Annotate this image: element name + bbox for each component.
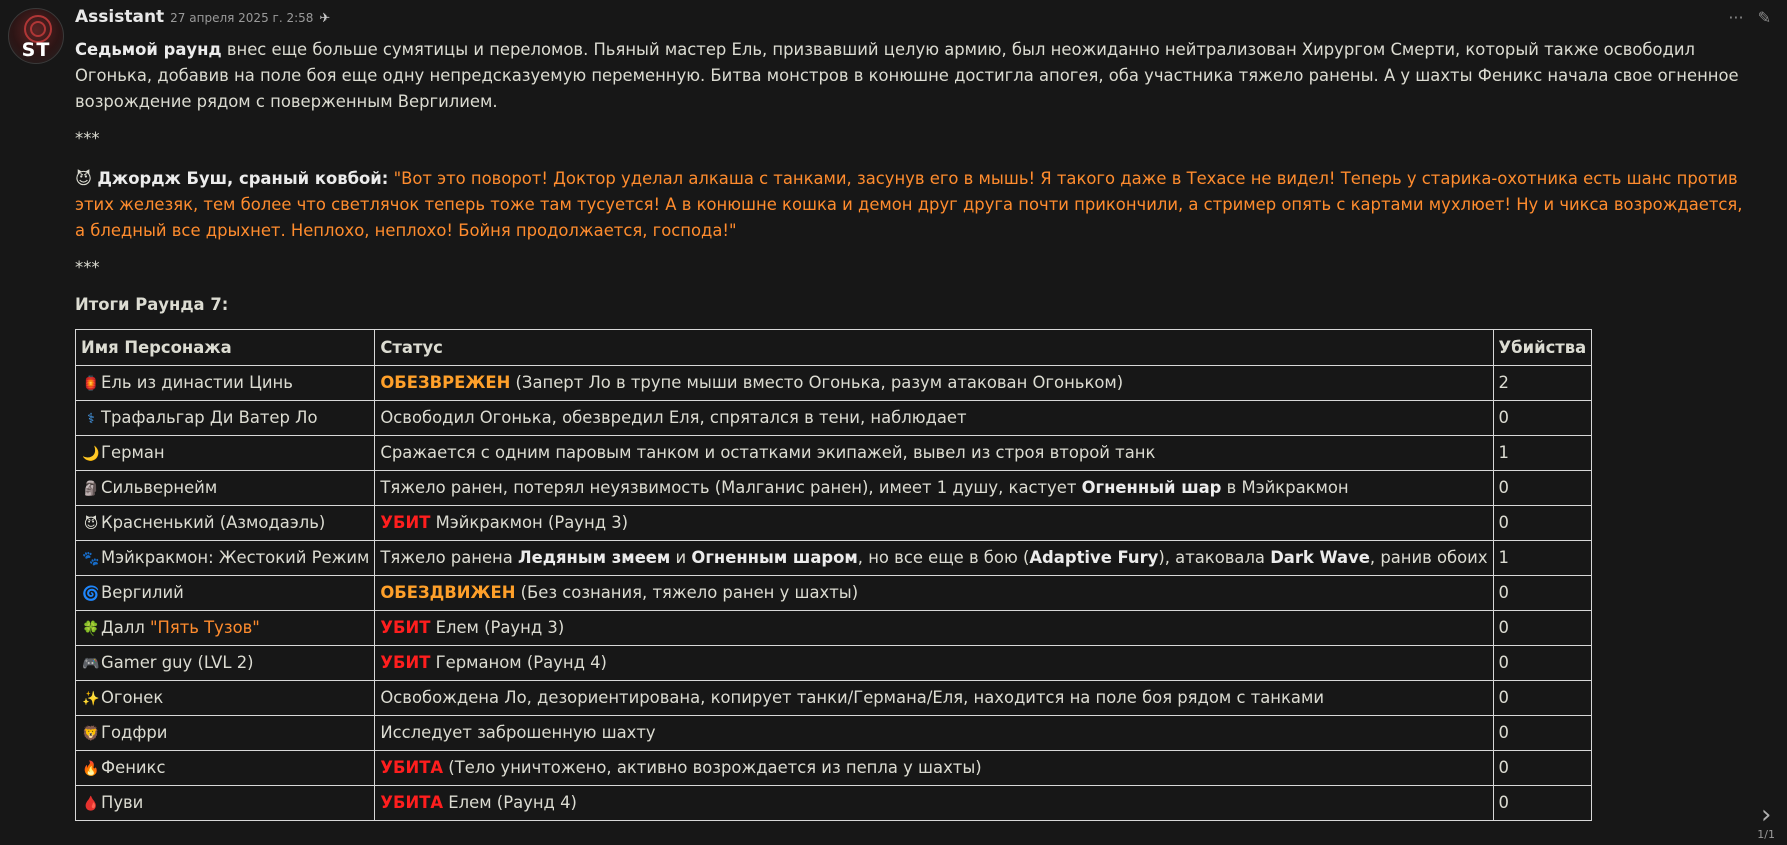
bot-icon: ✈ [319, 11, 331, 26]
results-table [75, 329, 1592, 821]
cell-name [76, 786, 375, 821]
status-bold: Ледяным змеем [518, 548, 671, 567]
status-bold: Dark Wave [1270, 548, 1370, 567]
cell-kills: 0 [1493, 506, 1592, 541]
fire-icon: 🔥 [82, 760, 100, 777]
table-row [76, 751, 1592, 786]
quote-speaker: Джордж Буш, сраный ковбой: [97, 169, 389, 188]
cell-status: Освободил Огонька, обезвредил Еля, спрятался в тени, наблюдает [375, 401, 1493, 436]
cell-name [76, 611, 375, 646]
cell-name [76, 471, 375, 506]
status-text: Елем (Раунд 3) [430, 618, 565, 637]
cell-kills: 0 [1493, 681, 1592, 716]
message-body [75, 37, 1755, 821]
cell-kills: 0 [1493, 786, 1592, 821]
table-row [76, 436, 1592, 471]
separator: *** [75, 129, 100, 148]
cell-status [375, 576, 1493, 611]
header-kills: Убийства [1493, 330, 1592, 366]
spiderweb-inner-icon [30, 21, 46, 37]
character-nickname: "Пять Тузов" [150, 617, 260, 637]
author-name[interactable]: Assistant [75, 7, 165, 27]
message-header [75, 7, 330, 31]
status-text: Тяжело ранен, потерял неуязвимость (Малганис ранен), имеет 1 душу, кастует [380, 478, 1082, 497]
character-name: Огонек [101, 687, 164, 707]
swipe-nav [1757, 802, 1775, 841]
status-tag: УБИТА [380, 793, 444, 812]
cell-name [76, 506, 375, 541]
status-bold: Adaptive Fury [1029, 548, 1159, 567]
caduceus-icon: ⚕ [87, 410, 95, 427]
status-tag: УБИТ [380, 513, 431, 532]
table-header-row [76, 330, 1592, 366]
cell-name [76, 541, 375, 576]
status-tag: ОБЕЗДВИЖЕН [380, 583, 516, 602]
status-text: и [670, 548, 692, 567]
character-name: Далл [101, 617, 151, 637]
status-tag: УБИТА [380, 758, 444, 777]
cell-kills: 0 [1493, 401, 1592, 436]
character-name: Красненький (Азмодаэль) [101, 512, 326, 532]
intro-bold: Седьмой раунд [75, 40, 222, 59]
cell-name [76, 646, 375, 681]
cyclone-icon: 🌀 [82, 585, 100, 602]
chevron-right-icon[interactable]: › [1760, 800, 1772, 830]
message-timestamp: 27 апреля 2025 г. 2:58 [170, 11, 314, 25]
table-row [76, 506, 1592, 541]
status-text: (Заперт Ло в трупе мыши вместо Огонька, разум атакован Огоньком) [510, 373, 1124, 392]
cell-status [375, 471, 1493, 506]
table-row [76, 541, 1592, 576]
table-row [76, 681, 1592, 716]
cell-name [76, 716, 375, 751]
character-name: Сильвернейм [101, 477, 218, 497]
paw-icon: 🐾 [82, 550, 100, 567]
status-text: , но все еще в бою ( [857, 548, 1030, 567]
avatar[interactable] [8, 8, 64, 64]
character-name: Феникс [101, 757, 166, 777]
paragraph-quote [75, 166, 1755, 244]
status-text: (Без сознания, тяжело ранен у шахты) [515, 583, 859, 602]
table-row [76, 366, 1592, 401]
cell-status [375, 646, 1493, 681]
cell-status: Освобождена Ло, дезориентирована, копирует танки/Германа/Еля, находится на поле боя рядом с танками [375, 681, 1493, 716]
summary-title: Итоги Раунда 7: [75, 295, 229, 314]
cell-kills: 1 [1493, 541, 1592, 576]
header-name: Имя Персонажа [76, 330, 375, 366]
lion-icon: 🦁 [82, 725, 100, 742]
moon-icon: 🌙 [82, 445, 100, 462]
separator-2: *** [75, 258, 100, 277]
character-name: Вергилий [101, 582, 184, 602]
cell-name [76, 436, 375, 471]
paragraph-intro [75, 37, 1755, 115]
cell-name [76, 366, 375, 401]
character-name: Gamer guy (LVL 2) [101, 652, 254, 672]
character-name: Ель из династии Цинь [101, 372, 293, 392]
more-options-icon[interactable]: ··· [1728, 8, 1744, 27]
character-name: Герман [101, 442, 165, 462]
character-name: Годфри [101, 722, 168, 742]
devil-icon: 😈 [83, 515, 99, 532]
cell-kills: 0 [1493, 471, 1592, 506]
table-row [76, 646, 1592, 681]
blood-drop-icon: 🩸 [82, 795, 100, 812]
cell-kills: 0 [1493, 646, 1592, 681]
cell-name [76, 401, 375, 436]
cell-status [375, 541, 1493, 576]
status-text: Елем (Раунд 4) [443, 793, 577, 812]
cell-name [76, 681, 375, 716]
header-status: Статус [375, 330, 1493, 366]
status-bold: Огненным шаром [691, 548, 858, 567]
gamepad-icon: 🎮 [82, 655, 100, 672]
cell-status: Сражается с одним паровым танком и остатками экипажей, вывел из строя второй танк [375, 436, 1493, 471]
cell-status [375, 506, 1493, 541]
table-row [76, 401, 1592, 436]
cell-status [375, 611, 1493, 646]
cell-status [375, 366, 1493, 401]
cell-name [76, 576, 375, 611]
status-text: в Мэйкракмон [1221, 478, 1349, 497]
cell-status [375, 751, 1493, 786]
edit-icon[interactable]: ✎ [1757, 8, 1771, 27]
cell-kills: 0 [1493, 716, 1592, 751]
cell-name [76, 751, 375, 786]
moai-icon: 🗿 [82, 480, 100, 497]
table-row [76, 786, 1592, 821]
table-row [76, 471, 1592, 506]
devil-emoji-icon: 😈 [75, 169, 93, 188]
status-tag: УБИТ [380, 618, 431, 637]
cell-kills: 1 [1493, 436, 1592, 471]
quote-text: "Вот это поворот! Доктор уделал алкаша с танками, засунув его в мышь! Я такого даже в Техасе не видел! Теперь у старика-охотника есть шанс против этих железяк, тем более что светлячок теперь тоже там тусуется! А в конюшне кошка и демон друг друга почти прикончили, а стример опять с картами мухлюет! Ну и чикса возрождается, а бледный все дрыхнет. Неплохо, неплохо! Бойня продолжается, господа!" [75, 169, 1743, 240]
cell-kills: 0 [1493, 576, 1592, 611]
lantern-icon: 🏮 [82, 375, 100, 392]
cell-kills: 0 [1493, 611, 1592, 646]
table-row [76, 576, 1592, 611]
swipe-counter: 1/1 [1757, 828, 1775, 841]
cell-kills: 2 [1493, 366, 1592, 401]
status-tag: ОБЕЗВРЕЖЕН [380, 373, 511, 392]
message-tools [1728, 8, 1771, 27]
clover-icon: 🍀 [82, 620, 100, 637]
cell-kills: 0 [1493, 751, 1592, 786]
character-name: Мэйкракмон: Жестокий Режим [101, 547, 370, 567]
avatar-text: ST [21, 39, 51, 61]
intro-text: внес еще больше сумятицы и переломов. Пьяный мастер Ель, призвавший целую армию, был неожиданно нейтрализован Хирургом Смерти, который также освободил Огонька, добавив на поле боя еще одну непредсказуемую переменную. Битва монстров в конюшне достигла апогея, оба участника тяжело ранены. А у шахты Феникс начала свое огненное возрождение рядом с поверженным Вергилием. [75, 40, 1739, 111]
status-bold: Огненный шар [1081, 478, 1222, 497]
cell-status [375, 786, 1493, 821]
table-row [76, 611, 1592, 646]
character-name: Трафальгар Ди Ватер Ло [101, 407, 318, 427]
status-text: (Тело уничтожено, активно возрождается из пепла у шахты) [443, 758, 982, 777]
sparkles-icon: ✨ [82, 690, 100, 707]
table-row [76, 716, 1592, 751]
status-text: Германом (Раунд 4) [430, 653, 607, 672]
status-tag: УБИТ [380, 653, 431, 672]
status-text: , ранив обоих [1369, 548, 1488, 567]
cell-status: Исследует заброшенную шахту [375, 716, 1493, 751]
status-text: ), атаковала [1158, 548, 1271, 567]
character-name: Пуви [101, 792, 144, 812]
status-text: Тяжело ранена [380, 548, 519, 567]
status-text: Мэйкракмон (Раунд 3) [430, 513, 629, 532]
